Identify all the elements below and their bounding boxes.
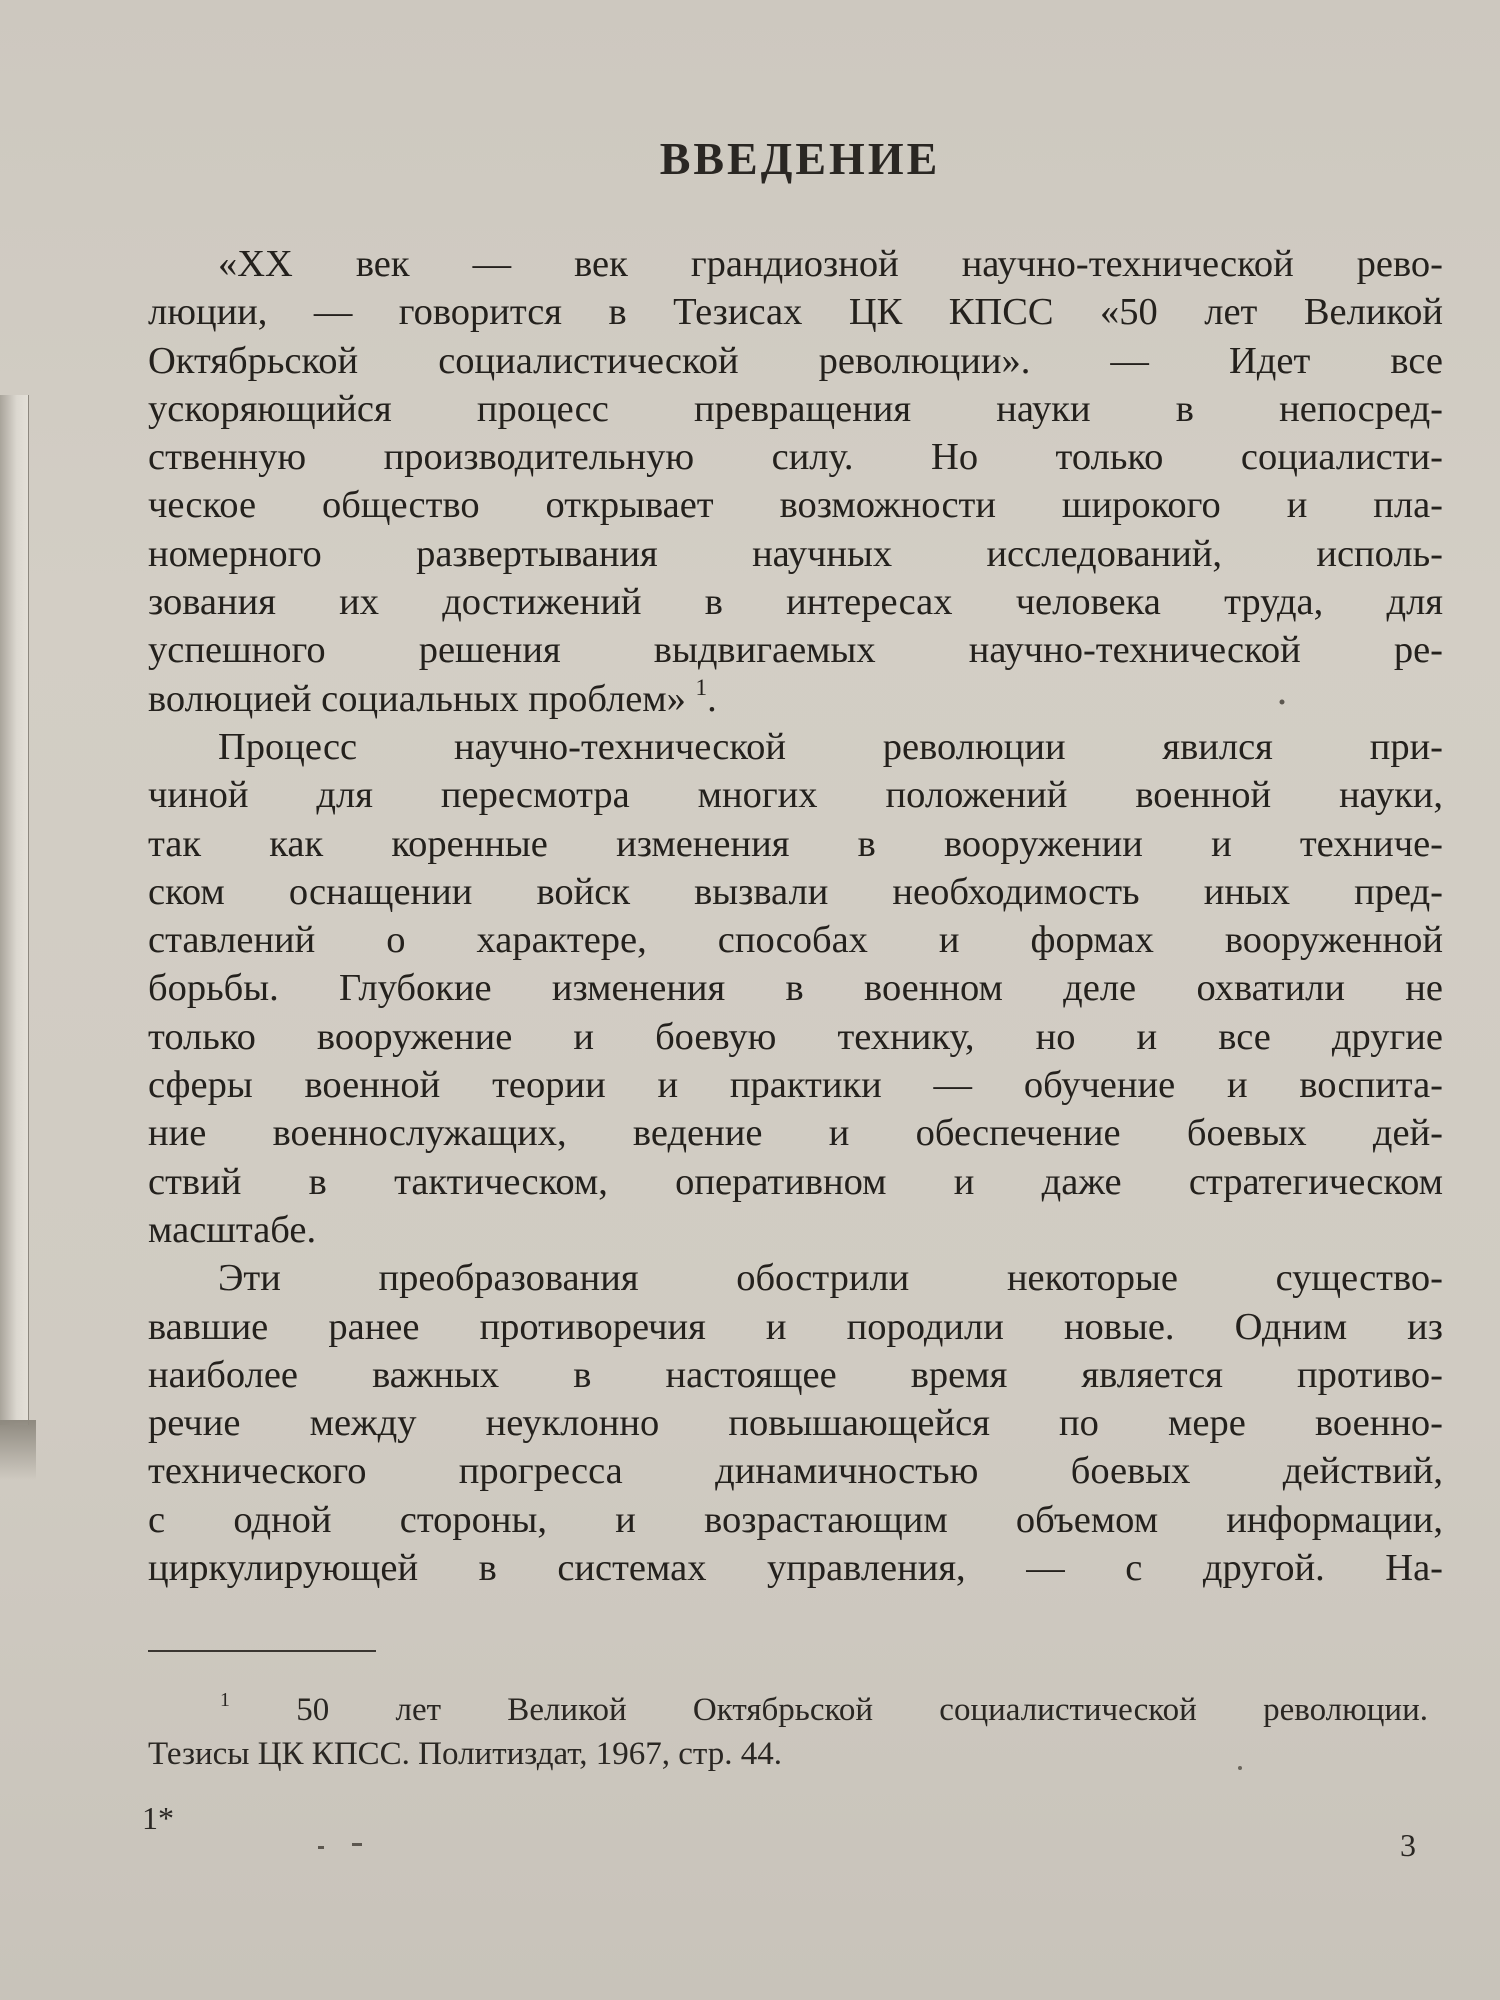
text-line-content: вавшие ранее противоречия и породили новые. Одним из [148, 1305, 1443, 1348]
text-line [148, 1303, 1443, 1351]
text-line [148, 288, 1443, 336]
text-line-content: с одной стороны, и возрастающим объемом информации, [148, 1498, 1443, 1541]
text-line [148, 578, 1443, 626]
text-line [148, 626, 1443, 674]
text-line-content: ние военнослужащих, ведение и обеспечение боевых дей- [148, 1112, 1443, 1155]
text-line-content: Процесс научно-технической революции явился при- [218, 725, 1443, 768]
footnote-reference: 1 [695, 673, 708, 700]
text-line [148, 964, 1443, 1012]
footnote-text: 50 лет Великой Октябрьской социалистической революции. [296, 1692, 1428, 1728]
text-line [148, 1399, 1443, 1447]
text-line-content: борьбы. Глубокие изменения в военном деле охватили не [148, 967, 1443, 1010]
text-line-content: циркулирующей в системах управления, — с другой. На- [148, 1547, 1443, 1590]
page-number: 3 [1400, 1827, 1416, 1863]
footnote-marker: 1 [220, 1689, 230, 1712]
text-line [148, 433, 1443, 481]
page-edge-shadow [0, 1420, 36, 1480]
text-line [148, 530, 1443, 578]
paper-speck [318, 1846, 324, 1849]
text-line-content: ставлений о характере, способах и формах вооруженной [148, 919, 1443, 962]
footnote-line [148, 1688, 1428, 1732]
text-line [148, 1206, 1443, 1254]
text-line-content: зования их достижений в интересах человека труда, для [148, 581, 1443, 624]
text-line [148, 820, 1443, 868]
text-line-content: только вооружение и боевую технику, но и все другие [148, 1015, 1443, 1058]
text-line-content: Эти преобразования обострили некоторые существо- [218, 1257, 1443, 1300]
text-line-content: ствий в тактическом, оперативном и даже стратегическом [148, 1160, 1443, 1203]
text-line [148, 1351, 1443, 1399]
text-line [148, 481, 1443, 529]
text-line-content: успешного решения выдвигаемых научно-технической ре- [148, 629, 1443, 672]
text-line-content: технического прогресса динамичностью боевых действий, [148, 1450, 1443, 1493]
text-line [148, 1158, 1443, 1206]
text-line [148, 1254, 1443, 1302]
text-line-content: ском оснащении войск вызвали необходимость иных пред- [148, 870, 1443, 913]
facing-page-edge [0, 395, 29, 1425]
text-line [148, 868, 1443, 916]
text-line-content: так как коренные изменения в вооружении и техниче- [148, 822, 1443, 865]
text-line [148, 385, 1443, 433]
text-line-content: чиной для пересмотра многих положений военной науки, [148, 774, 1443, 817]
text-line [148, 1544, 1443, 1592]
text-line-content: наиболее важных в настоящее время является противо- [148, 1353, 1443, 1396]
text-line [148, 337, 1443, 385]
text-line [148, 1013, 1443, 1061]
text-line [148, 240, 1443, 288]
chapter-heading: ВВЕДЕНИЕ [659, 133, 941, 184]
text-line-content: ускоряющийся процесс превращения науки в непосред- [148, 387, 1443, 430]
body-text [148, 240, 1443, 1592]
footnote-text: Тезисы ЦК КПСС. Политиздат, 1967, стр. 44. [148, 1736, 782, 1772]
text-line [148, 1496, 1443, 1544]
footnote-line [148, 1732, 1428, 1776]
text-line [148, 1061, 1443, 1109]
text-line-content: речие между неуклонно повышающейся по мере военно- [148, 1402, 1443, 1445]
text-line [148, 675, 1443, 723]
text-line [148, 1447, 1443, 1495]
text-line-content: люции, — говорится в Тезисах ЦК КПСС «50 лет Великой [148, 291, 1443, 334]
signature-mark: 1* [142, 1800, 174, 1836]
text-line-content: масштабе. [148, 1208, 317, 1251]
paper-speck [352, 1843, 362, 1846]
footnote-separator [148, 1650, 376, 1652]
text-line-content: номерного развертывания научных исследований, исполь- [148, 532, 1443, 575]
text-line-content: «XX век — век грандиозной научно-технической рево- [218, 243, 1443, 285]
text-line-suffix: . [707, 677, 717, 720]
text-line-content: сферы военной теории и практики — обучение и воспита- [148, 1064, 1443, 1107]
text-line [148, 771, 1443, 819]
footnote [148, 1688, 1428, 1776]
text-line-content: волюцией социальных проблем» [148, 677, 686, 720]
text-line [148, 916, 1443, 964]
text-line [148, 723, 1443, 771]
text-line [148, 1109, 1443, 1157]
text-line-content: Октябрьской социалистической революции». — Идет все [148, 339, 1443, 382]
text-line-content: ственную производительную силу. Но только социалисти- [148, 436, 1443, 479]
text-line-content: ческое общество открывает возможности широкого и пла- [148, 484, 1443, 527]
